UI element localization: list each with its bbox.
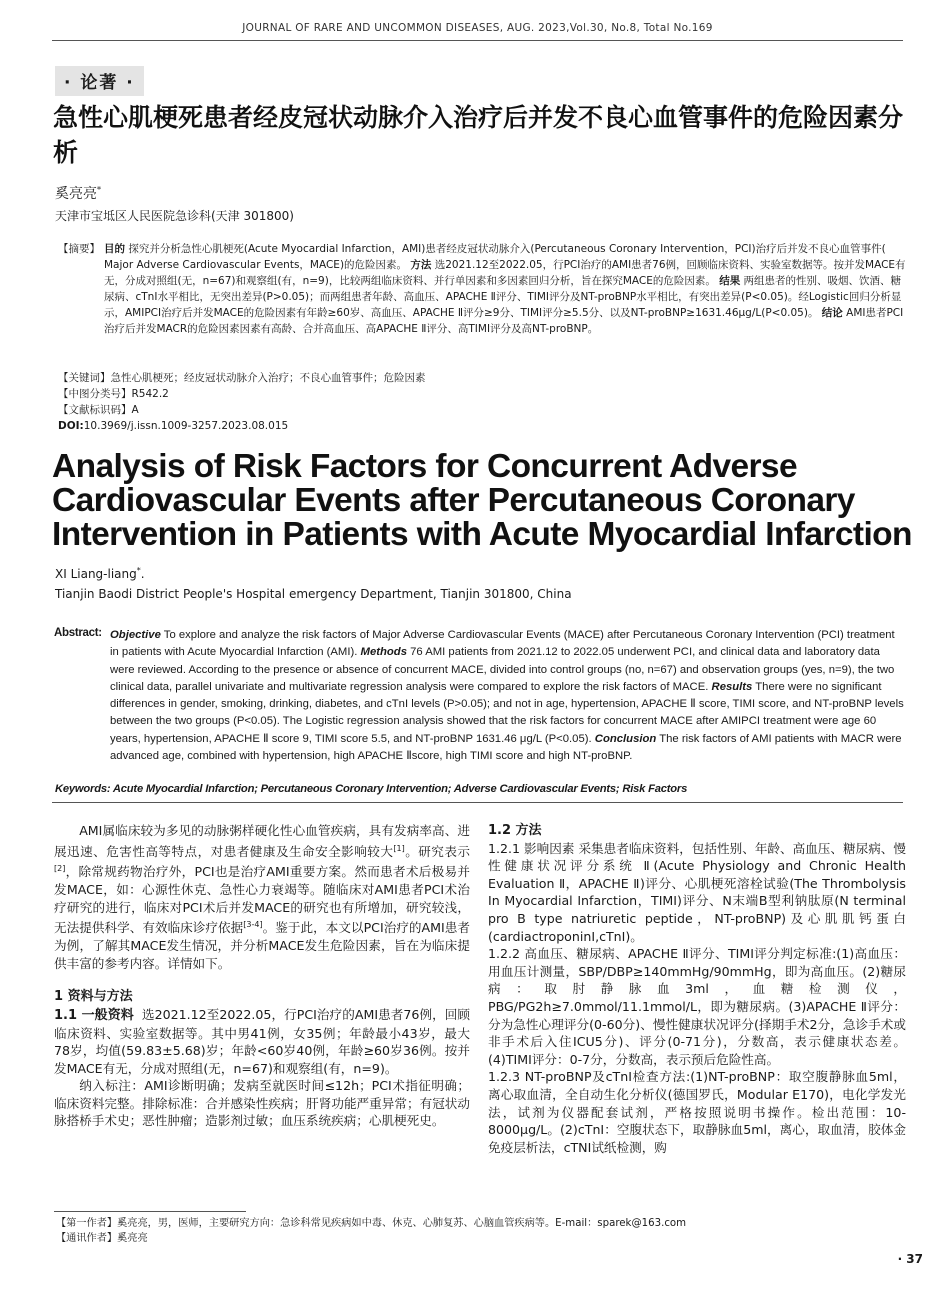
- en-objective-label: Objective: [110, 629, 161, 641]
- section-1-heading: 1 资料与方法: [54, 989, 133, 1005]
- cn-conclusion: AMI患者PCI治疗后并发MACR的危险因素因素有高龄、合并高血压、高APACHE Ⅱ评分、高TIMI评分及高NT-proBNP。: [104, 307, 904, 335]
- cn-objective: 探究并分析急性心肌梗死(Acute Myocardial Infarction，AMI)患者经皮冠状动脉介入(Percutaneous Coronary Intervention，PCI)治疗后并发不良心血管事件( Major Adverse Cardiovascular Events，MACE)的危险因素。: [104, 243, 886, 271]
- cn-methods: 选2021.12至2022.05，行PCI治疗的AMI患者76例，回顾临床资料、实验室数据等。按并发MACE有无，分成对照组(无，n=67)和观察组(有，n=9)，比较两组临床资料、并行单因素和多因素回归分析，旨在探究MACE的危险因素。: [104, 259, 906, 287]
- intro-text-c: ，除常规药物治疗外，PCI也是治疗AMI重要方案。然而患者术后极易并发MACE，如：心源性休克、急性心力衰竭等。随临床对AMI患者PCI术治疗研究的进行，临床对PCI术后并发MACE的研究也有所增加，研究较浅，无法提供科学、有效临床诊疗依据: [54, 864, 470, 936]
- cn-abstract: [104, 241, 906, 337]
- section-1-2-1: 1.2.1 影响因素 采集患者临床资料，包括性别、年龄、高血压、糖尿病、慢性健康状况评分系统 Ⅱ(Acute Physiology and Chronic Health Evaluation Ⅱ，APACHE Ⅱ)评分、心肌梗死溶栓试验(The Thrombolysis In Myocardial Infarction，TIMI)评分、N末端B型利钠肽原(N terminal pro B type natriuretic peptide，NT-proBNP)及心肌肌钙蛋白(cardiactroponinI,cTnI)。: [488, 840, 906, 944]
- article-meta: [58, 370, 426, 434]
- intro-text-d: 。鉴于此，本文以PCI治疗的AMI患者为例，了解其MACE发生情况，并分析MACE发生危险因素，旨在为临床提供丰富的参考内容。详情如下。: [54, 920, 470, 971]
- en-keywords: Keywords: Acute Myocardial Infarction; Percutaneous Coronary Intervention; Adverse Cardiovascular Events; Risk Factors: [55, 783, 688, 795]
- intro-paragraph: [54, 822, 470, 972]
- ref-2[interactable]: [2]: [54, 864, 66, 874]
- en-author-mark: *: [136, 566, 141, 575]
- cn-author-name: 奚亮亮: [55, 186, 97, 202]
- en-abstract-label: Abstract:: [54, 627, 102, 639]
- en-objective: To explore and analyze the risk factors of Major Adverse Cardiovascular Events (MACE) after Percutaneous Coronary Intervention (PCI) treatment in patients with Acute Myocardial Infarction (AMI).: [110, 629, 895, 659]
- page-number: · 37: [897, 1252, 923, 1266]
- body-right-column: [488, 822, 906, 1156]
- ref-1[interactable]: [1]: [393, 843, 405, 853]
- keywords-rule: [52, 802, 903, 803]
- section-1-1-heading: 1.1 一般资料: [54, 1007, 134, 1023]
- en-conclusion-label: Conclusion: [594, 732, 657, 745]
- en-methods-label: Methods: [360, 646, 407, 659]
- section-1-1: [54, 1006, 470, 1077]
- intro-text-a: AMI属临床较为多见的动脉粥样硬化性心血管疾病，具有发病率高、进展迅速、危害性高等特点，对患者健康及生命安全影响较大: [54, 823, 470, 859]
- en-methods: 76 AMI patients from 2021.12 to 2022.05 underwent PCI, and clinical data and laboratory data were reviewed. According to the presence or absence of concurrent MACE, divided into control groups (no, n=67) and observation groups (yes, n=9), the two clinical data, parallel univariate and multivariate regression analysis were compared to explore the risk factors of MACE.: [110, 646, 895, 693]
- cn-affiliation: 天津市宝坻区人民医院急诊科(天津 301800): [55, 209, 294, 223]
- cn-abstract-label: 【摘要】: [58, 243, 100, 255]
- body-left-column: [54, 822, 470, 1130]
- header-rule: [52, 40, 903, 41]
- intro-text-b: 。研究表示: [404, 843, 471, 859]
- cn-conclusion-label: 结论: [821, 307, 843, 319]
- section-1-1-text: 选2021.12至2022.05，行PCI治疗的AMI患者76例，回顾临床资料、实验室数据等。其中男41例，女35例；年龄最小43岁，最大78岁，均值(59.83±5.68)岁；年龄<60岁40例，年龄≥60岁36例。按并发MACE有无，分成对照组(无，n=67)和观察组(有，n=9)。: [54, 1006, 470, 1076]
- en-author-name: XI Liang-liang: [55, 567, 137, 581]
- cn-results: 两组患者的性别、吸烟、饮酒、糖尿病、cTnI水平相比，无突出差异(P>0.05)；而两组患者年龄、高血压、APACHE Ⅱ评分、TIMI评分及NT-proBNP水平相比，有突出差异(P<0.05)。经Logistic回归分析显示，AMIPCI治疗后并发MACE的危险因素有年龄≥60岁、高血压、APACHE Ⅱ评分≥9分、TIMI评分≥5.5分、以及NT-proBNP≥1631.46μg/L(P<0.05)。: [104, 275, 902, 319]
- journal-header: JOURNAL OF RARE AND UNCOMMON DISEASES, AUG. 2023,Vol.30, No.8, Total No.169: [242, 22, 713, 34]
- en-title: Analysis of Risk Factors for Concurrent Adverse Cardiovascular Events after Percutaneous Coronary Intervention in Patients with Acute Myocardial Infarction: [52, 448, 912, 553]
- section-1-2-heading: 1.2 方法: [488, 823, 542, 838]
- footnote-first-author: 【第一作者】奚亮亮，男，医师，主要研究方向：急诊科常见疾病如中毒、休克、心肺复苏、心脑血管疾病等。E-mail：sparek@163.com: [56, 1218, 687, 1229]
- cn-keywords: 【关键词】急性心肌梗死；经皮冠状动脉介入治疗；不良心血管事件；危险因素: [58, 372, 426, 384]
- cn-title: 急性心肌梗死患者经皮冠状动脉介入治疗后并发不良心血管事件的危险因素分析: [53, 103, 904, 167]
- footnote-rule: [54, 1211, 246, 1212]
- doi-link[interactable]: 10.3969/j.issn.1009-3257.2023.08.015: [83, 420, 289, 432]
- en-results: There were no significant differences in gender, smoking, drinking, diabetes, and cTnI levels (P>0.05); and not in age, hypertension, APACHE Ⅱ score, TIMI score, and NT-proBNP levels between the two groups (P<0.05). The Logistic regression analysis showed that the risk factors for concurrent MACE after AMIPCI treatment were age 60 years, hypertension, APACHE Ⅱ score 9, TIMI score 5.5, and NT-proBNP 1631.46 μg/L (P<0.05).: [110, 680, 904, 745]
- en-conclusion: The risk factors of AMI patients with MACR were advanced age, combined with hypertension, high APACHE Ⅱscore, high TIMI score and high NT-proBNP.: [110, 732, 902, 763]
- en-results-label: Results: [711, 680, 753, 693]
- doi: [58, 418, 426, 434]
- cn-methods-label: 方法: [410, 259, 432, 271]
- cn-results-label: 结果: [719, 275, 741, 287]
- criteria-paragraph: 纳入标注：AMI诊断明确；发病至就医时间≤12h；PCI术指征明确；临床资料完整。排除标准：合并感染性疾病；肝肾功能严重异常；有冠状动脉搭桥手术史；恶性肿瘤；造影剂过敏；血压系统疾病；心肌梗死史。: [54, 1078, 470, 1129]
- cn-objective-label: 目的: [104, 243, 125, 255]
- en-author: [55, 566, 145, 581]
- ref-3-4[interactable]: [3-4]: [243, 920, 263, 930]
- section-1-2-3: 1.2.3 NT-proBNP及cTnI检查方法:(1)NT-proBNP：取空腹静脉血5ml，离心取血清，全自动生化分析仪(德国罗氏，Modular E170)，电化学发光法，试剂为仪器配套试剂，严格按照说明书操作。检出范围：10-8000μg/L。(2)cTnI：空腹状态下，取静脉血5ml，离心，取血清，胶体金免疫层析法，cTNI试纸检测，购: [488, 1069, 906, 1155]
- document-code: 【文献标识码】A: [58, 404, 139, 416]
- section-1-2-2: 1.2.2 高血压、糖尿病、APACHE Ⅱ评分、TIMI评分判定标准:(1)高血压：用血压计测量，SBP/DBP≥140mmHg/90mmHg，即为高血压。(2)糖尿病：取肘静脉血3ml，血糖检测仪，PBG/PG2h≥7.0mmol/11.1mmol/L，即为糖尿病。(3)APACHE Ⅱ评分：分为急性心理评分(0-60分)、慢性健康状况评分(择期手术2分，急诊手术或非手术后入住ICU5分)、评分(0-71分)，分数高，表示健康状态差。(4)TIMI评分：0-7分，分数高，表示预后危险性高。: [488, 946, 906, 1067]
- clc-number: 【中图分类号】R542.2: [58, 388, 169, 400]
- footnote-corresponding: 【通讯作者】奚亮亮: [56, 1233, 148, 1244]
- doi-label: DOI:: [58, 420, 84, 432]
- en-affiliation: Tianjin Baodi District People's Hospital emergency Department, Tianjin 301800, China: [55, 587, 572, 601]
- en-author-end: .: [140, 567, 145, 581]
- section-tag: · 论著 ·: [55, 66, 144, 96]
- cn-author: [55, 183, 101, 203]
- cn-author-mark: *: [97, 185, 101, 195]
- en-abstract: [110, 627, 906, 765]
